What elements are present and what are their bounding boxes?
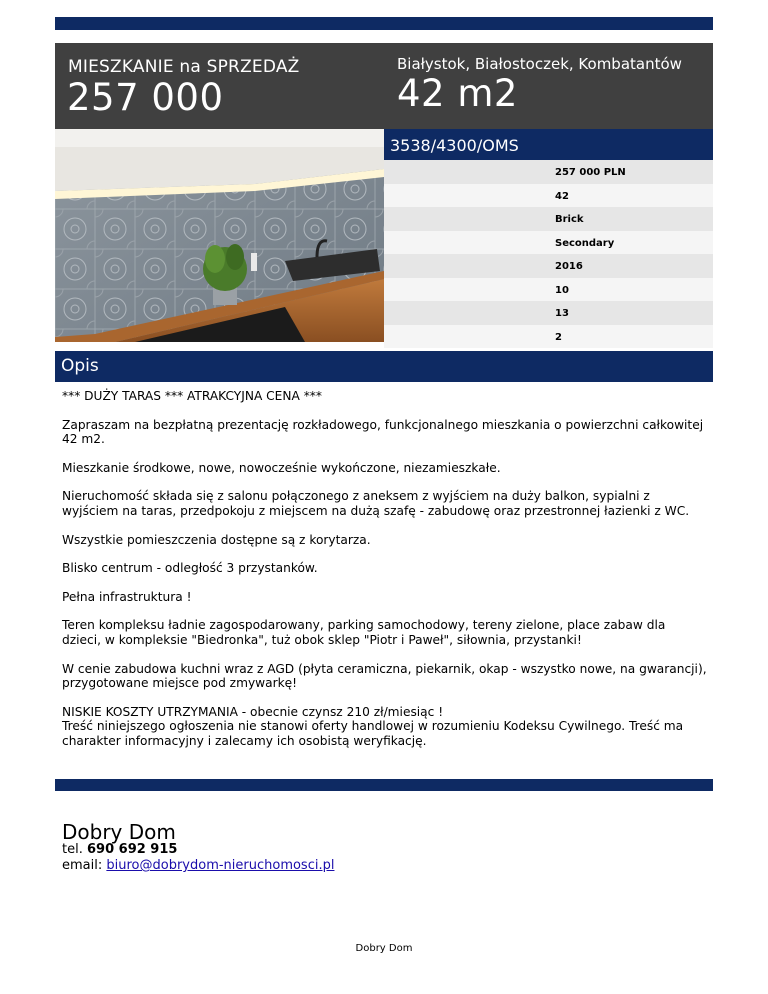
email-label: email: <box>62 858 103 873</box>
agency-name: Dobry Dom <box>62 820 176 844</box>
agency-contact <box>62 842 334 874</box>
area: 42 m2 <box>397 72 518 115</box>
description-paragraph: Blisko centrum - odległość 3 przystanków. <box>62 561 318 576</box>
email-line <box>62 858 334 874</box>
description-paragraph: Teren kompleksu ładnie zagospodarowany, parking samochodowy, tereny zielone, place zabaw dla dzieci, w kompleksie "Biedronka", tuż obok sklep "Piotr i Paweł", siłownia, przystanki! <box>62 618 666 647</box>
param-row: 2 <box>384 325 713 349</box>
description-paragraph: Treść niniejszego ogłoszenia nie stanowi oferty handlowej w rozumieniu Kodeksu Cywilnego. Treść ma charakter informacyjny i zalecamy ich osobistą weryfikację. <box>62 719 684 748</box>
kitchen-photo <box>55 129 384 342</box>
page-footer: Dobry Dom <box>355 943 413 954</box>
param-row: 13 <box>384 301 713 325</box>
phone-number: 690 692 915 <box>86 842 178 857</box>
param-row: Secondary <box>384 231 713 255</box>
description-paragraph: Mieszkanie środkowe, nowe, nowocześnie wykończone, niezamieszkałe. <box>62 460 501 475</box>
description-paragraph: NISKIE KOSZTY UTRZYMANIA - obecnie czynsz 210 zł/miesiąc ! <box>62 704 444 719</box>
listing-header <box>55 43 713 129</box>
param-row: 42 <box>384 184 713 208</box>
description-paragraph: Wszystkie pomieszczenia dostępne są z korytarza. <box>62 532 371 547</box>
description-paragraph: W cenie zabudowa kuchni wraz z AGD (płyta ceramiczna, piekarnik, okap - wszystko nowe, na gwarancji), przygotowane miejsce pod zmywarkę! <box>62 661 707 691</box>
param-row: Brick <box>384 207 713 231</box>
bottom-accent-bar <box>55 779 713 791</box>
param-row: 10 <box>384 278 713 302</box>
param-row: 257 000 PLN <box>384 160 713 184</box>
phone-label: tel. <box>62 842 83 857</box>
description-paragraph: Nieruchomość składa się z salonu połączonego z aneksem z wyjściem na duży balkon, sypialni z wyjściem na taras, przedpokoju z miejscem na dużą szafę - zabudowę oraz przestronnej łazienki z WC. <box>62 489 690 518</box>
location: Białystok, Białostoczek, Kombatantów <box>397 55 682 73</box>
top-accent-bar <box>55 17 713 30</box>
param-row: 2016 <box>384 254 713 278</box>
description-paragraph: Pełna infrastruktura ! <box>62 589 192 604</box>
email-link[interactable]: biuro@dobrydom-nieruchomosci.pl <box>106 858 335 873</box>
description-body <box>62 389 708 749</box>
description-paragraph: *** DUŻY TARAS *** ATRAKCYJNA CENA *** <box>62 389 322 403</box>
description-heading: Opis <box>55 351 713 382</box>
description-paragraph: Zapraszam na bezpłatną prezentację rozkładowego, funkcjonalnego mieszkania o powierzchni całkowitej 42 m2. <box>62 417 704 447</box>
phone-line <box>62 842 334 858</box>
offer-type: MIESZKANIE na SPRZEDAŻ <box>68 57 300 77</box>
offer-reference: 3538/4300/OMS <box>384 129 713 160</box>
price: 257 000 <box>67 76 224 119</box>
offer-params-table <box>384 160 713 348</box>
